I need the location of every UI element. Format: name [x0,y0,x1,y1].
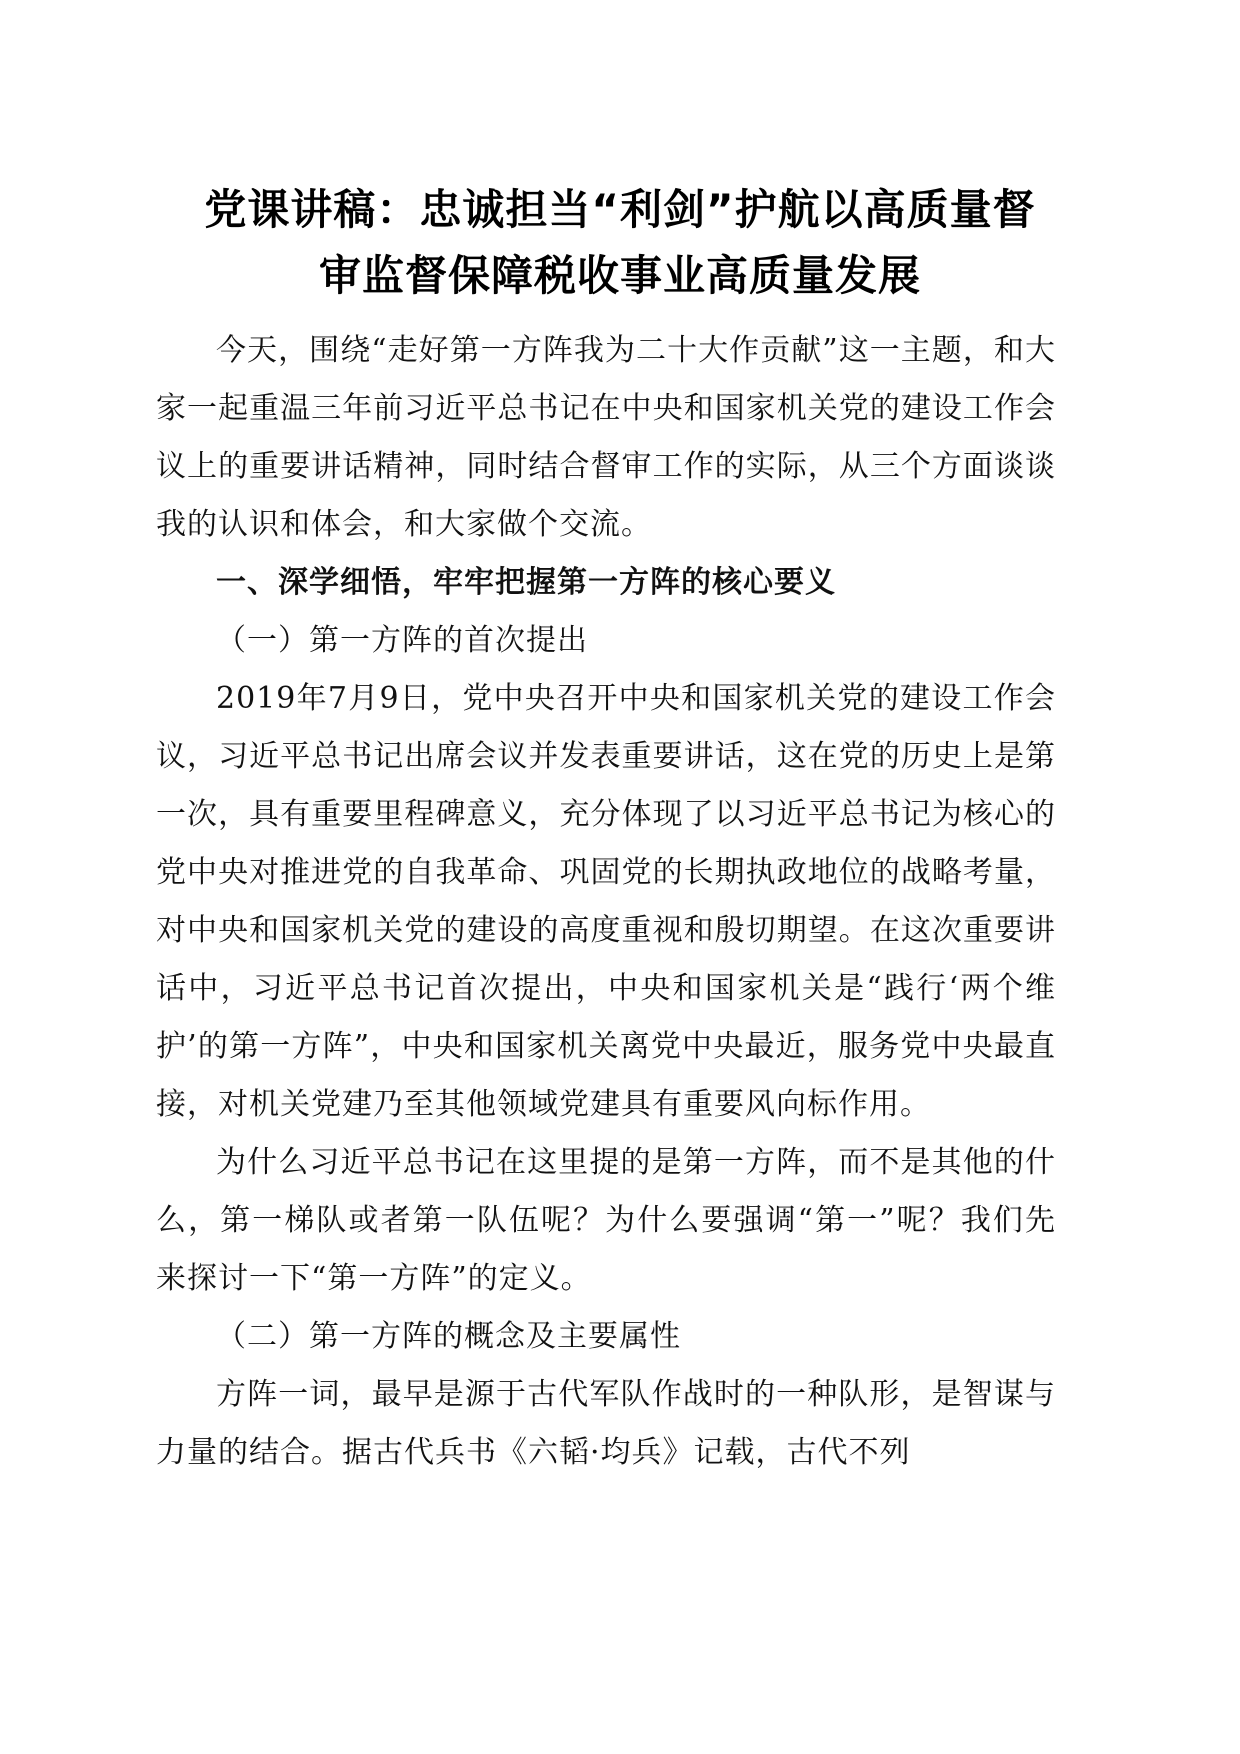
document-body [156,322,1056,1482]
body-paragraph: 2019年7月9日，党中央召开中央和国家机关党的建设工作会议，习近平总书记出席会议并发表重要讲话，这在党的历史上是第一次，具有重要里程碑意义，充分体现了以习近平总书记为核心的党中央对推进党的自我革命、巩固党的长期执政地位的战略考量，对中央和国家机关党的建设的高度重视和殷切期望。在这次重要讲话中，习近平总书记首次提出，中央和国家机关是“践行‘两个维护’的第一方阵”，中央和国家机关离党中央最近，服务党中央最直接，对机关党建乃至其他领域党建具有重要风向标作用。 [156,681,1056,1122]
body-paragraph: 方阵一词，最早是源于古代军队作战时的一种队形，是智谋与力量的结合。据古代兵书《六韬·均兵》记载，古代不列 [156,1377,1056,1470]
subsection-heading-1: （一）第一方阵的首次提出 [216,623,588,658]
document-title [150,177,1090,309]
section-heading-1: 一、深学细悟，牢牢把握第一方阵的核心要义 [216,565,836,600]
title-line-1: 党课讲稿：忠诚担当“利剑”护航以高质量督 [204,185,1036,234]
intro-paragraph: 今天，围绕“走好第一方阵我为二十大作贡献”这一主题，和大家一起重温三年前习近平总书记在中央和国家机关党的建设工作会议上的重要讲话精神，同时结合督审工作的实际，从三个方面谈谈我的认识和体会，和大家做个交流。 [156,333,1056,542]
title-line-2: 审监督保障税收事业高质量发展 [318,251,921,300]
body-paragraph: 为什么习近平总书记在这里提的是第一方阵，而不是其他的什么，第一梯队或者第一队伍呢？为什么要强调“第一”呢？我们先来探讨一下“第一方阵”的定义。 [156,1145,1056,1296]
subsection-heading-2: （二）第一方阵的概念及主要属性 [216,1319,681,1354]
